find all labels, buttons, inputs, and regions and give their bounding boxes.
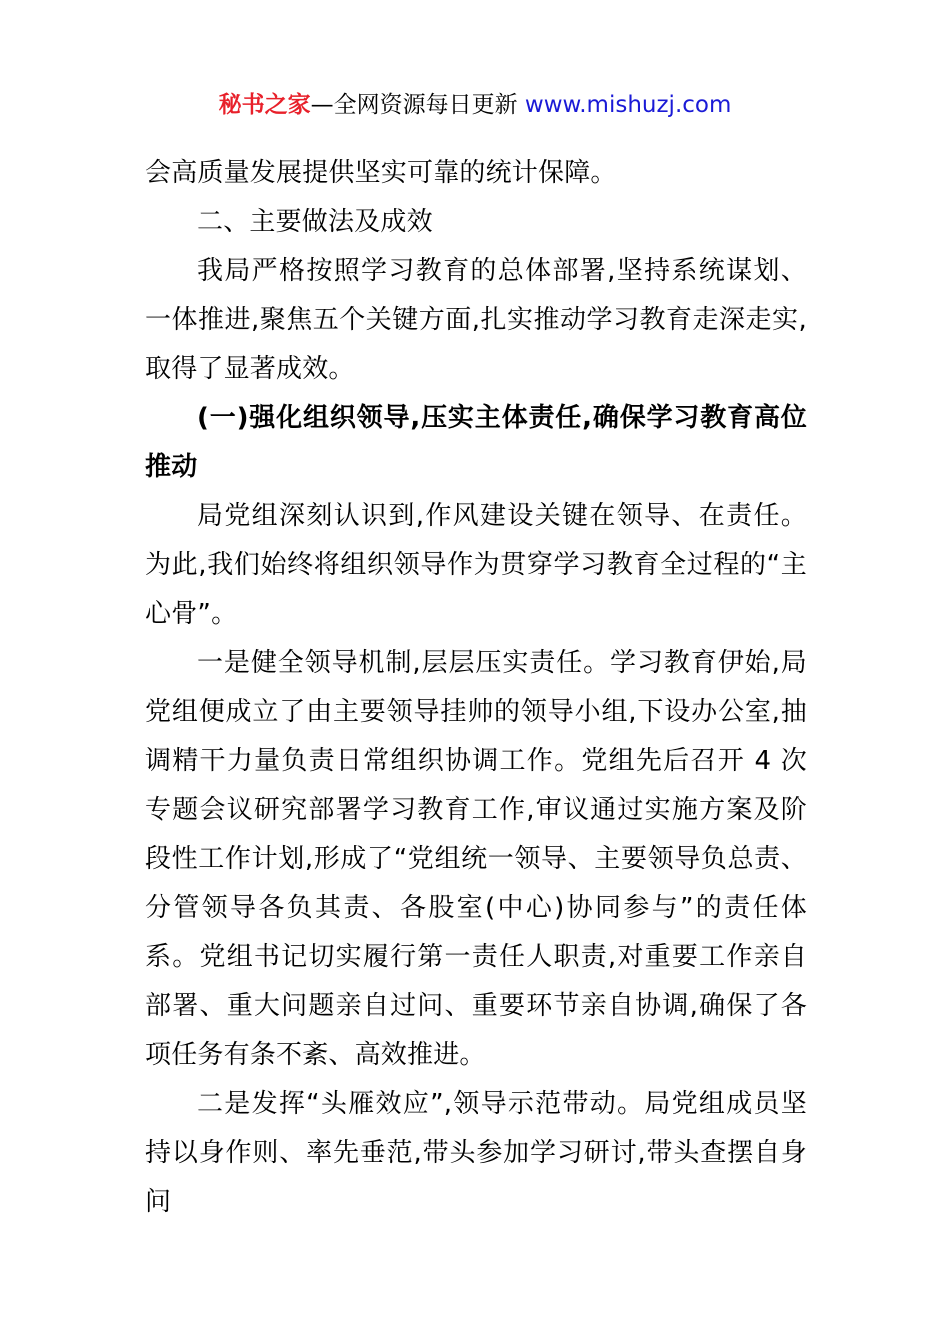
paragraph-leadership: 局党组深刻认识到,作风建设关键在领导、在责任。为此,我们始终将组织领导作为贯穿学习教育全过程的“主心骨”。 [145,501,807,629]
paragraph-point-two: 二是发挥“头雁效应”,领导示范带动。局党组成员坚持以身作则、率先垂范,带头参加学习研讨,带头查摆自身问 [145,1089,807,1217]
subsection-heading: (一)强化组织领导,压实主体责任,确保学习教育高位推动 [145,403,807,482]
site-header [0,88,950,122]
paragraph-continuation: 会高质量发展提供坚实可靠的统计保障。 [145,158,617,188]
site-url-link[interactable]: www.mishuzj.com [524,92,732,118]
header-tagline: —全网资源每日更新 [310,92,525,118]
paragraph-point-one: 一是健全领导机制,层层压实责任。学习教育伊始,局党组便成立了由主要领导挂帅的领导小组,下设办公室,抽调精干力量负责日常组织协调工作。党组先后召开 4 次专题会议研究部署学习教育工作,审议通过实施方案及阶段性工作计划,形成了“党组统一领导、主要领导负总责、分管领导各负其责、各股室(中心)协同参与”的责任体系。党组书记切实履行第一责任人职责,对重要工作亲自部署、重大问题亲自过问、重要环节亲自协调,确保了各项任务有条不紊、高效推进。 [145,648,807,1070]
paragraph-intro: 我局严格按照学习教育的总体部署,坚持系统谋划、一体推进,聚焦五个关键方面,扎实推动学习教育走深走实,取得了显著成效。 [145,256,807,384]
section-heading: 二、主要做法及成效 [197,207,433,237]
brand-name: 秘书之家 [218,92,311,118]
document-body [145,149,807,1227]
